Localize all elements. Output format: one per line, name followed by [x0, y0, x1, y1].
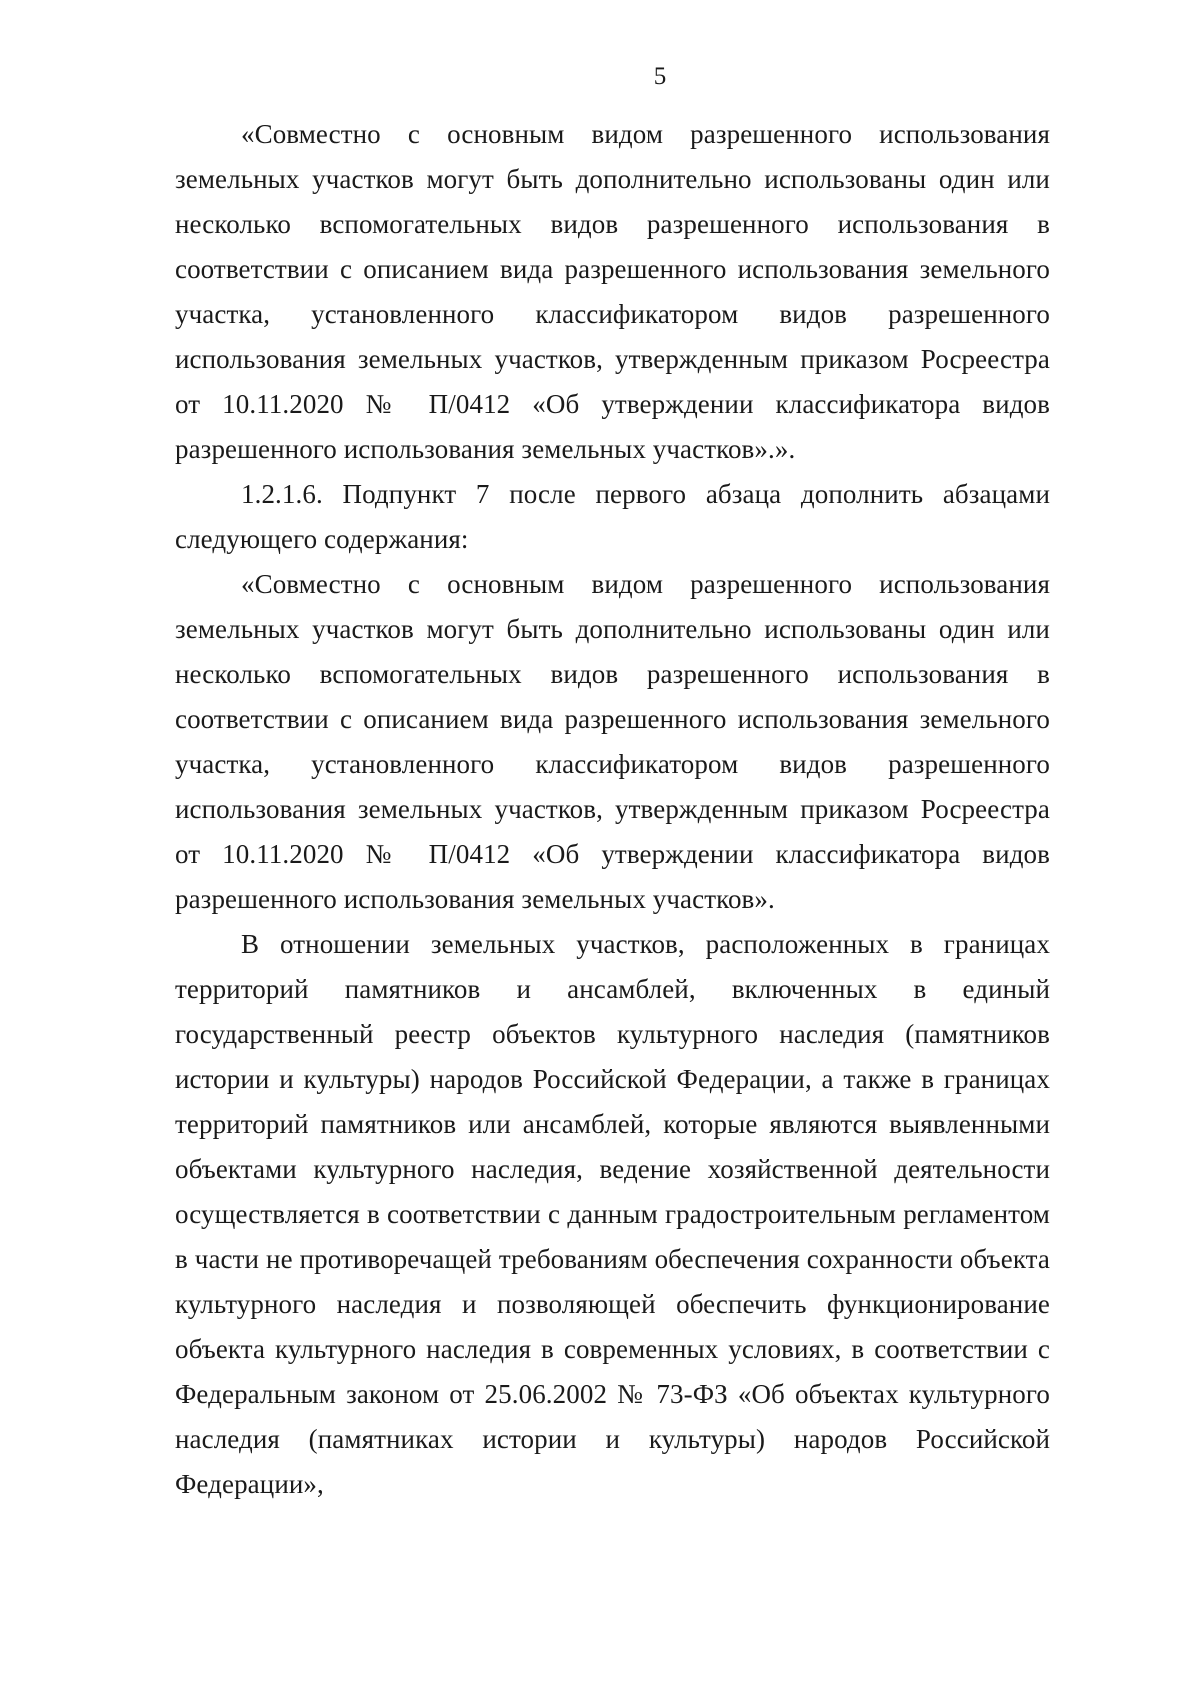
paragraph-item-1-2-1-6: 1.2.1.6. Подпункт 7 после первого абзаца дополнить абзацами следующего содержания:	[175, 479, 1050, 554]
page-number: 5	[653, 63, 667, 90]
paragraph-quote-1: «Совместно с основным видом разрешенного использования земельных участков могут быть дополнительно использованы один или несколько вспомогательных видов разрешенного использования в соответствии с описанием вида разрешенного использования земельного участка, установленного классификатором видов разрешенного использования земельных участков, утвержденным приказом Росреестра от 10.11.2020 № П/0412 «Об утверждении классификатора видов разрешенного использования земельных участков».».	[175, 119, 1050, 464]
document-body	[175, 112, 1050, 1507]
paragraph-cultural-heritage: В отношении земельных участков, расположенных в границах территорий памятников и ансамблей, включенных в единый государственный реестр объектов культурного наследия (памятников истории и культуры) народов Российской Федерации, а также в границах территорий памятников или ансамблей, которые являются выявленными объектами культурного наследия, ведение хозяйственной деятельности осуществляется в соответствии с данным градостроительным регламентом в части не противоречащей требованиям обеспечения сохранности объекта культурного наследия и позволяющей обеспечить функционирование объекта культурного наследия в современных условиях, в соответствии с Федеральным законом от 25.06.2002 № 73-ФЗ «Об объектах культурного наследия (памятниках истории и культуры) народов Российской Федерации»,	[175, 929, 1050, 1499]
paragraph-quote-2: «Совместно с основным видом разрешенного использования земельных участков могут быть дополнительно использованы один или несколько вспомогательных видов разрешенного использования в соответствии с описанием вида разрешенного использования земельного участка, установленного классификатором видов разрешенного использования земельных участков, утвержденным приказом Росреестра от 10.11.2020 № П/0412 «Об утверждении классификатора видов разрешенного использования земельных участков».	[175, 569, 1050, 914]
